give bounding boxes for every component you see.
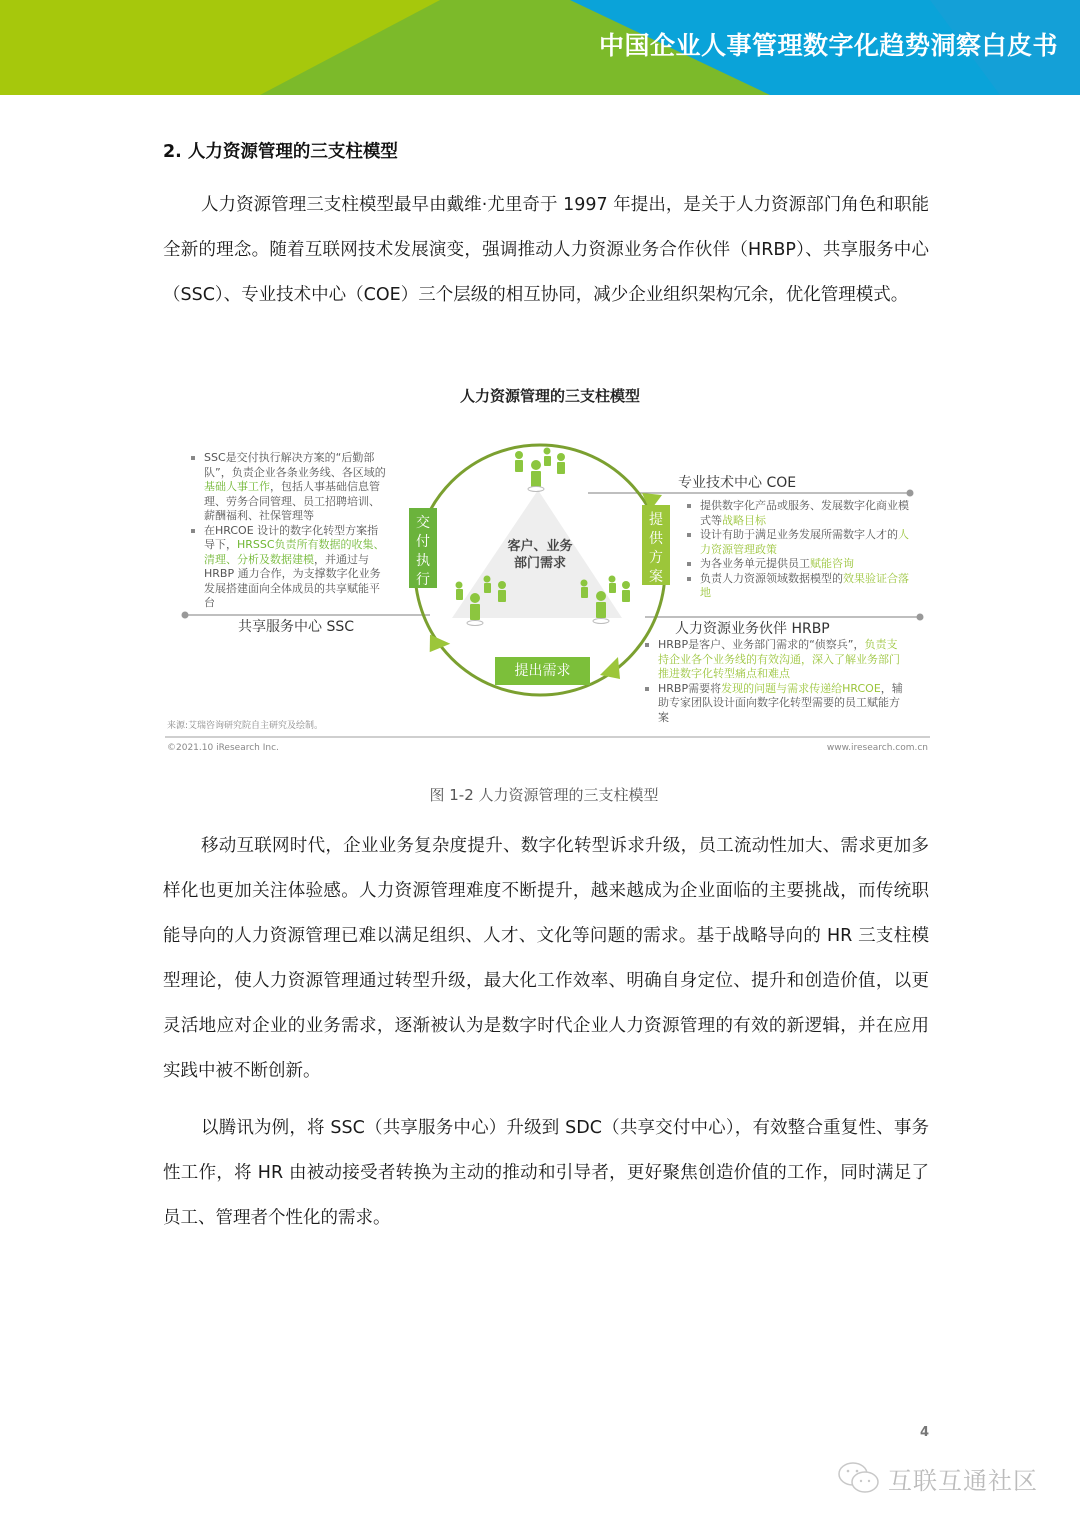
coe-bullet-2: 设计有助于满足业务发展所需数字人才的人力资源管理政策 (684, 528, 914, 557)
label-char: 行 (416, 572, 430, 588)
figure-divider (165, 736, 930, 738)
paragraph-tencent-example: 以腾讯为例，将 SSC（共享服务中心）升级到 SDC（共享交付中心），有效整合重复性、事务性工作，将 HR 由被动接受者转换为主动的推动和引导者，更好聚焦创造价值的工作，同时满足了员工、管理者个性化的需求。 (163, 1118, 929, 1228)
center-label-line1: 客户、业务 (507, 539, 573, 554)
label-char: 交 (416, 515, 430, 531)
ssc-bullet-2: 在HRCOE 设计的数字化转型方案指导下，HRSSC负责所有数据的收集、清理、分析及数据建模，并通过与HRBP 通力合作，为支撑数字化业务发展搭建面向全体成员的共享赋能平台 (188, 524, 388, 611)
coe-bullet-list (684, 499, 914, 601)
label-char: 供 (649, 531, 663, 547)
figure-source: 来源:艾瑞咨询研究院自主研究及绘制。 (167, 721, 324, 731)
section-heading: 2. 人力资源管理的三支柱模型 (163, 142, 398, 162)
provide-solution-box (642, 505, 670, 585)
coe-title: 专业技术中心 COE (678, 475, 797, 491)
page-number: 4 (920, 1425, 930, 1440)
label-char: 提 (649, 512, 663, 528)
hrbp-title: 人力资源业务伙伴 HRBP (675, 621, 830, 637)
figure-title: 人力资源管理的三支柱模型 (459, 387, 640, 405)
paragraph-intro: 人力资源管理三支柱模型最早由戴维·尤里奇于 1997 年提出，是关于人力资源部门角色和职能全新的理念。随着互联网技术发展演变，强调推动人力资源业务合作伙伴（HRBP）、共享服务中心（SSC）、专业技术中心（COE）三个层级的相互协同，减少企业组织架构冗余，优化管理模式。 (163, 195, 929, 305)
figure-url: www.iresearch.com.cn (826, 743, 928, 753)
center-label-line2: 部门需求 (513, 556, 566, 571)
raise-demand-box: 提出需求 (495, 657, 590, 685)
document-title: 中国企业人事管理数字化趋势洞察白皮书 (598, 31, 1058, 60)
coe-bullet-4: 负责人力资源领域数据模型的效果验证合落地 (684, 572, 914, 601)
center-label (490, 538, 590, 572)
ssc-title: 共享服务中心 SSC (238, 619, 354, 635)
figure-caption: 图 1-2 人力资源管理的三支柱模型 (429, 786, 659, 804)
label-char: 付 (416, 534, 430, 550)
hrbp-bullet-1: HRBP是客户、业务部门需求的“侦察兵”，负责支持企业各个业务线的有效沟通，深入了解业务部门推进数字化转型痛点和难点 (642, 638, 907, 682)
figure-copyright: ©2021.10 iResearch Inc. (167, 743, 279, 753)
hrbp-bullet-2: HRBP需要将发现的问题与需求传递给HRCOE，辅助专家团队设计面向数字化转型需要的员工赋能方案 (642, 682, 907, 726)
wechat-icon (836, 1460, 882, 1496)
coe-bullet-3: 为各业务单元提供员工赋能咨询 (684, 557, 914, 572)
label-char: 案 (649, 569, 663, 585)
coe-bullet-1: 提供数字化产品或服务、发展数字化商业模式等战略目标 (684, 499, 914, 528)
three-pillar-figure (160, 375, 940, 765)
watermark-text: 互联互通社区 (888, 1466, 1038, 1495)
label-char: 执 (416, 553, 430, 569)
label-char: 方 (649, 550, 663, 566)
header-banner (0, 0, 1080, 95)
paragraph-mobile-era: 移动互联网时代，企业业务复杂度提升、数字化转型诉求升级，员工流动性加大、需求更加多样化也更加关注体验感。人力资源管理难度不断提升，越来越成为企业面临的主要挑战，而传统职能导向的人力资源管理已难以满足组织、人才、文化等问题的需求。基于战略导向的 HR 三支柱模型理论，使人力资源管理通过转型升级，最大化工作效率、明确自身定位、提升和创造价值，以更灵活地应对企业的业务需求，逐渐被认为是数字时代企业人力资源管理的有效的新逻辑，并在应用实践中被不断创新。 (163, 836, 929, 1081)
watermark (836, 1460, 1038, 1496)
hrbp-bullet-list (642, 638, 907, 725)
ssc-bullet-list (188, 451, 388, 611)
deliver-execute-box (409, 508, 437, 588)
ssc-bullet-1: SSC是交付执行解决方案的“后勤部队”，负责企业各条业务线、各区域的基础人事工作，包括人事基础信息管理、劳务合同管理、员工招聘培训、薪酬福利、社保管理等 (188, 451, 388, 524)
